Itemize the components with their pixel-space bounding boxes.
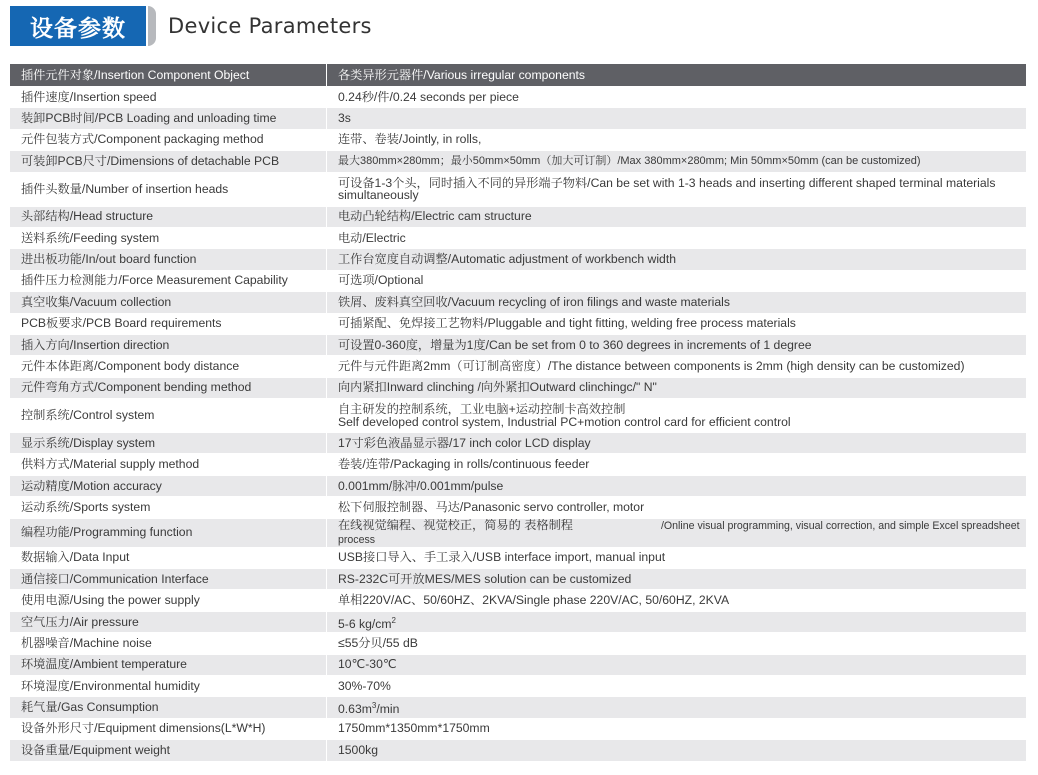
table-row [10, 518, 1026, 547]
param-value: 10℃-30℃ [327, 654, 1027, 675]
param-value: 连带、卷装/Jointly, in rolls, [327, 129, 1027, 150]
param-label: 运动精度/Motion accuracy [10, 475, 327, 496]
param-value-multiline [327, 399, 1027, 433]
table-header-row [10, 64, 1026, 87]
param-value-with-sup [327, 611, 1027, 632]
param-label: 设备外形尺寸/Equipment dimensions(L*W*H) [10, 718, 327, 739]
param-value: 单相220V/AC、50/60HZ、2KVA/Single phase 220V/AC, 50/60HZ, 2KVA [327, 590, 1027, 611]
table-row [10, 454, 1026, 475]
param-value: 卷装/连带/Packaging in rolls/continuous feeder [327, 454, 1027, 475]
param-value: 1750mm*1350mm*1750mm [327, 718, 1027, 739]
param-value: 向内紧扣Inward clinching /向外紧扣Outward clinchingc/" N" [327, 377, 1027, 398]
param-value: 0.24秒/件/0.24 seconds per piece [327, 87, 1027, 108]
param-value: 17寸彩色液晶显示器/17 inch color LCD display [327, 433, 1027, 454]
param-label: 编程功能/Programming function [10, 518, 327, 547]
table-row [10, 313, 1026, 334]
title-divider [148, 6, 156, 46]
param-value: 电动/Electric [327, 227, 1027, 248]
table-row [10, 108, 1026, 129]
parameters-table [10, 64, 1026, 762]
table-row [10, 292, 1026, 313]
param-value: 工作台宽度自动调整/Automatic adjustment of workbench width [327, 249, 1027, 270]
param-label: 插件速度/Insertion speed [10, 87, 327, 108]
table-row [10, 356, 1026, 377]
param-value-line-1: 自主研发的控制系统，工业电脑+运动控制卡高效控制 [338, 402, 626, 417]
table-row [10, 547, 1026, 568]
param-value-superscript: 3 [371, 701, 377, 711]
header-value-cell: 各类异形元器件/Various irregular components [327, 64, 1027, 87]
param-value-main: 0.63m [338, 702, 372, 717]
param-value: 30%-70% [327, 675, 1027, 696]
param-label: 插入方向/Insertion direction [10, 334, 327, 355]
table-row [10, 399, 1026, 433]
param-value-split [327, 518, 1027, 547]
param-label: 插件头数量/Number of insertion heads [10, 172, 327, 206]
param-value: 铁屑、废料真空回收/Vacuum recycling of iron filings and waste materials [327, 292, 1027, 313]
table-row [10, 433, 1026, 454]
param-label: 设备重量/Equipment weight [10, 740, 327, 761]
param-label: 环境温度/Ambient temperature [10, 654, 327, 675]
table-row [10, 569, 1026, 590]
param-label: 供料方式/Material supply method [10, 454, 327, 475]
param-label: 插件压力检测能力/Force Measurement Capability [10, 270, 327, 291]
param-label: 数据输入/Data Input [10, 547, 327, 568]
param-label: 元件本体距离/Component body distance [10, 356, 327, 377]
param-value-superscript: 2 [391, 615, 396, 625]
table-row [10, 697, 1026, 718]
param-value-main: 5-6 kg/cm [338, 616, 392, 631]
param-value: 3s [327, 108, 1027, 129]
param-value: 可选项/Optional [327, 270, 1027, 291]
param-value: 最大380mm×280mm；最小50mm×50mm（加大可订制）/Max 380mm×280mm; Min 50mm×50mm (can be customized) [327, 151, 1027, 172]
param-value: USB接口导入、手工录入/USB interface import, manual input [327, 547, 1027, 568]
param-label: 送料系统/Feeding system [10, 227, 327, 248]
title-en: Device Parameters [168, 14, 372, 38]
table-row [10, 206, 1026, 227]
param-label: 元件弯角方式/Component bending method [10, 377, 327, 398]
param-value: 可插紧配、免焊接工艺物料/Pluggable and tight fitting, welding free process materials [327, 313, 1027, 334]
table-row [10, 740, 1026, 761]
param-label: 控制系统/Control system [10, 399, 327, 433]
table-row [10, 87, 1026, 108]
section-header [10, 6, 372, 46]
param-value: 可设置0-360度，增量为1度/Can be set from 0 to 360 degrees in increments of 1 degree [327, 334, 1027, 355]
param-value: 可设备1-3个头，同时插入不同的异形端子物料/Can be set with 1-3 heads and inserting different shaped terminal materials simultaneously [327, 172, 1027, 206]
table-row [10, 172, 1026, 206]
table-row [10, 475, 1026, 496]
table-row [10, 611, 1026, 632]
table-row [10, 590, 1026, 611]
table-row [10, 497, 1026, 518]
param-label: 环境湿度/Environmental humidity [10, 675, 327, 696]
param-value: 电动凸轮结构/Electric cam structure [327, 206, 1027, 227]
param-label: 使用电源/Using the power supply [10, 590, 327, 611]
table-row [10, 675, 1026, 696]
table-row [10, 270, 1026, 291]
param-value: 1500kg [327, 740, 1027, 761]
param-value-line-2: Self developed control system, Industrial PC+motion control card for efficient control [338, 414, 791, 429]
param-value-en: /Online visual programming, visual correction, and simple Excel spreadsheet process [338, 519, 1020, 546]
param-label: 元件包装方式/Component packaging method [10, 129, 327, 150]
param-value: 元件与元件距离2mm（可订制高密度）/The distance between components is 2mm (high density can be customized) [327, 356, 1027, 377]
param-label: 机器噪音/Machine noise [10, 633, 327, 654]
param-value: 0.001mm/脉冲/0.001mm/pulse [327, 475, 1027, 496]
table-row [10, 227, 1026, 248]
param-label: 可装卸PCB尺寸/Dimensions of detachable PCB [10, 151, 327, 172]
table-row [10, 151, 1026, 172]
param-label: PCB板要求/PCB Board requirements [10, 313, 327, 334]
param-value-tail: /min [376, 702, 400, 717]
param-value: RS-232C可开放MES/MES solution can be customized [327, 569, 1027, 590]
table-row [10, 654, 1026, 675]
table-row [10, 633, 1026, 654]
param-label: 显示系统/Display system [10, 433, 327, 454]
table-row [10, 129, 1026, 150]
table-row [10, 718, 1026, 739]
param-value-with-sup [327, 697, 1027, 718]
table-row [10, 334, 1026, 355]
param-label: 头部结构/Head structure [10, 206, 327, 227]
param-label: 耗气量/Gas Consumption [10, 697, 327, 718]
param-label: 进出板功能/In/out board function [10, 249, 327, 270]
param-value: ≤55分贝/55 dB [327, 633, 1027, 654]
param-value: 松下伺服控制器、马达/Panasonic servo controller, motor [327, 497, 1027, 518]
header-label-cell: 插件元件对象/Insertion Component Object [10, 64, 327, 87]
table-row [10, 249, 1026, 270]
param-label: 装卸PCB时间/PCB Loading and unloading time [10, 108, 327, 129]
param-label: 通信接口/Communication Interface [10, 569, 327, 590]
table-row [10, 377, 1026, 398]
param-label: 运动系统/Sports system [10, 497, 327, 518]
param-value-cn: 在线视觉编程、视觉校正，简易的 表格制程 [338, 518, 573, 532]
param-label: 空气压力/Air pressure [10, 611, 327, 632]
param-label: 真空收集/Vacuum collection [10, 292, 327, 313]
title-cn: 设备参数 [10, 6, 146, 46]
